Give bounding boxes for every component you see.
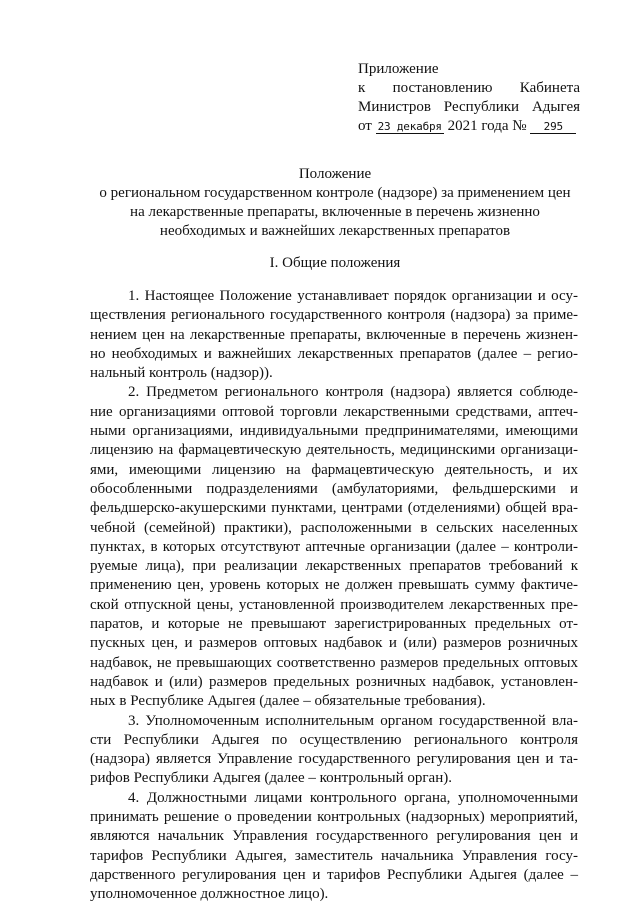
body-line: фельдшерско-акушерскими пунктами, центрами (отделениями) общей вра- <box>90 500 578 517</box>
body-line: ние организациями оптовой торговли лекарственными средствами, аптеч- <box>90 403 578 420</box>
body-line: пунктах, в которых отсутствуют аптечные организации (далее – контроли- <box>90 538 578 555</box>
body-line: ской отпускной цены, установленной производителем лекарственных пре- <box>90 596 578 613</box>
body-line: паратов, и которые не превышают зарегистрированных предельных от- <box>90 616 578 633</box>
document-title <box>80 165 590 241</box>
body-line: пускных цен, и размеров оптовых надбавок и (или) размеров розничных <box>90 635 578 652</box>
appendix-title: Приложение <box>358 61 439 77</box>
body-line: являются начальник Управления государственного регулирования цен и <box>90 828 578 845</box>
body-line: 1. Настоящее Положение устанавливает порядок организации и осу- <box>128 288 578 304</box>
body-line: надбавок, не превышающих соответственно размеров предельных оптовых <box>90 654 578 671</box>
body-line: применению цен, уровень которых не должен превышать сумму фактиче- <box>90 577 578 594</box>
appendix-date-line: от 23 декабря 2021 года № 295 <box>358 117 580 136</box>
body-line: нальный контроль (надзор)). <box>90 365 273 382</box>
body-line: надбавок и (или) размеров предельных розничных надбавок, установлен- <box>90 673 578 690</box>
appendix-header <box>358 60 580 136</box>
body-line: тарифов Республики Адыгея, заместитель начальника Управления госу- <box>90 847 578 864</box>
title-heading: Положение <box>298 166 372 182</box>
title-line: необходимых и важнейших лекарственных препаратов <box>159 223 511 239</box>
body-line: но необходимых и важнейших лекарственных препаратов (далее – регио- <box>90 345 578 362</box>
date-handwritten: 23 декабря <box>377 120 442 133</box>
body-line: обособленными подразделениями (амбулаториями, фельдшерскими и <box>90 480 578 497</box>
body-line: ществления регионального государственного контроля (надзора) за приме- <box>90 307 578 324</box>
section-heading: I. Общие положения <box>269 255 401 271</box>
body-line: чебной (семейной) практики), расположенными в сельских населенных <box>90 519 578 536</box>
body-line: (надзора) является Управление государственного регулирования цен и та- <box>90 751 578 768</box>
body-line: руемые лица), при реализации лекарственных препаратов требований к <box>90 558 578 575</box>
body-line: нением цен на лекарственные препараты, включенные в перечень жизнен- <box>90 326 578 343</box>
body-line: принимать решение о проведении контрольных (надзорных) мероприятий, <box>90 809 578 826</box>
body-line: ными организациями, индивидуальными предпринимателями, имеющими <box>90 423 578 440</box>
body-line: уполномоченное должностное лицо). <box>90 886 329 903</box>
body-line: 3. Уполномоченным исполнительным органом государственной вла- <box>128 712 578 729</box>
body-line: ями, имеющими лицензию на фармацевтическую деятельность, и их <box>90 461 578 478</box>
document-body <box>90 287 578 905</box>
title-line: о региональном государственном контроле (надзоре) за применением цен <box>99 185 571 201</box>
body-line: дарственного регулирования цен и тарифов Республики Адыгея (далее – <box>90 866 578 883</box>
body-line: лицензию на фармацевтическую деятельность, медицинскими организаци- <box>90 442 578 459</box>
body-line: сти Республики Адыгея по осуществлению регионального контроля <box>90 731 578 748</box>
appendix-ministers-line: Министров Республики Адыгея <box>358 99 580 115</box>
body-line: 2. Предметом регионального контроля (надзора) является соблюде- <box>128 384 578 401</box>
body-line: 4. Должностными лицами контрольного органа, уполномоченными <box>128 789 578 806</box>
body-line: ных в Республике Адыгея (далее – обязательные требования). <box>90 693 486 710</box>
appendix-resolution-line: к постановлению Кабинета <box>358 80 581 96</box>
body-line: рифов Республики Адыгея (далее – контрольный орган). <box>90 770 452 787</box>
number-handwritten: 295 <box>530 120 576 134</box>
title-line: на лекарственные препараты, включенные в перечень жизненно <box>130 204 540 220</box>
